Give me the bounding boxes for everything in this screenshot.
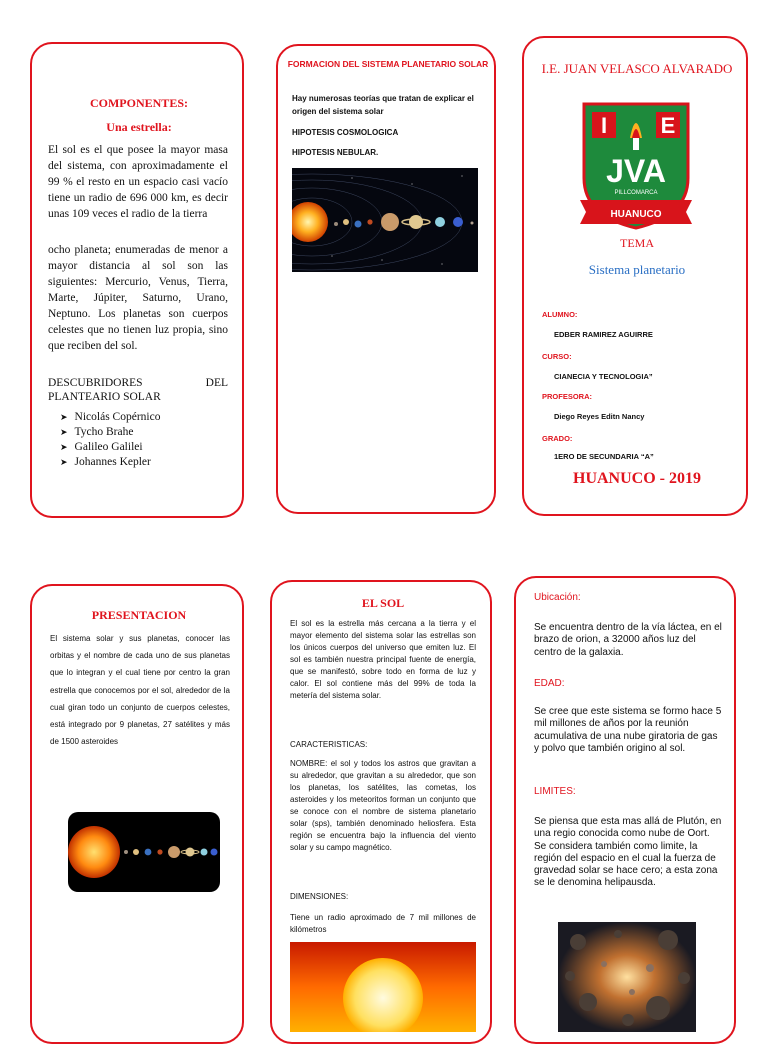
sol-intro-text: El sol es la estrella más cercana a la tierra y el mayor elemento del sistema solar las estrellas son los únicos cuerpos del universo que emiten luz. El sol es también nuestra principal fuente de energía, que se manifestó, sobre todo en forma de luz y calor. El sol contiene más del 99% de toda la metería del sistema solar. xyxy=(290,619,476,700)
hipotesis-cosmologica: HIPOTESIS COSMOLOGICA xyxy=(292,128,399,137)
topic-title: Sistema planetario xyxy=(588,262,686,277)
sol-nombre-text: NOMBRE: el sol y todos los astros que gravitan a su alrededor, que gravitan a su alrededor, que son los planetas, los satélites, las cometas, los asteroides y los meteoritos forman un conjunto que se conoce con el nombre de sistema planetario solar (sps), también denominado heliosfera. Esta región se encuentra bajo la influencia del viento solar y su campo magnético. xyxy=(290,759,476,852)
ubicacion-heading: Ubicación: xyxy=(534,592,581,603)
logo-jva: JVA xyxy=(606,153,666,189)
alumno-value: EDBER RAMIREZ AGUIRRE xyxy=(554,330,653,339)
componentes-panel xyxy=(30,42,244,518)
formacion-title: FORMACION DEL SISTEMA PLANETARIO SOLAR xyxy=(287,59,489,69)
discoverers-list xyxy=(60,410,160,470)
logo-huanuco: HUANUCO xyxy=(610,209,662,220)
list-item: ➤ Galileo Galilei xyxy=(60,440,160,455)
curso-value: CIANECIA Y TECNOLOGIA” xyxy=(554,372,653,381)
grado-value: 1ERO DE SECUNDARIA “A” xyxy=(554,452,654,461)
profesora-value: Diego Reyes Editn Nancy xyxy=(554,412,645,421)
sol-panel xyxy=(270,580,492,1044)
planets-lineup-image xyxy=(68,812,220,892)
school-name: I.E. JUAN VELASCO ALVARADO xyxy=(541,61,733,76)
dimensiones-heading: DIMENSIONES: xyxy=(290,892,349,901)
jva-logo xyxy=(580,98,692,230)
formacion-panel xyxy=(276,44,496,514)
city-year: HUANUCO - 2019 xyxy=(573,470,701,487)
curso-label: CURSO: xyxy=(542,352,572,361)
solar-system-image xyxy=(292,168,478,272)
edad-heading: EDAD: xyxy=(534,678,565,689)
presentacion-title: PRESENTACION xyxy=(91,608,187,622)
sol-title: EL SOL xyxy=(361,596,405,610)
componentes-text-planets: ocho planeta; enumeradas de menor a mayor distancia al sol son las siguientes: Mercurio, Venus, Tierra, Marte, Júpiter, Saturno, Urano, Neptuno. Los planetas son cuerpos celestes que no tienen luz propia, sino que reciben del sol. xyxy=(48,244,228,352)
list-item: ➤ Nicolás Copérnico xyxy=(60,410,160,425)
alumno-label: ALUMNO: xyxy=(542,310,578,319)
discoverers-title: DESCUBRIDORES DEL PLANTEARIO SOLAR xyxy=(48,377,228,403)
componentes-text-sun: El sol es el que posee la mayor masa del sistema, con aproximadamente el 99 % el resto en un espacio casi vacío tiene un radio de 696 000 km, es decir unas 109 veces el radio de la tierra xyxy=(48,144,228,220)
logo-letter-e: E xyxy=(660,113,676,138)
hipotesis-nebular: HIPOTESIS NEBULAR. xyxy=(292,148,379,157)
presentacion-panel xyxy=(30,584,244,1044)
edad-text: Se cree que este sistema se formo hace 5 mil millones de años por la reunión acumulativa de una nube giratoria de gas y polvo que también origino al sol. xyxy=(534,706,722,754)
limites-text: Se piensa que esta mas allá de Plutón, en una regio conocida como nube de Oort. Se considera también como limite, la región del espacio en el cual la fuerza de gravedad solar se hace cero; a esta zona se le denomina helipausda. xyxy=(534,816,722,889)
logo-pillcomarca: PILLCOMARCA xyxy=(614,190,658,196)
profesora-label: PROFESORA: xyxy=(542,392,593,401)
ubicacion-text: Se encuentra dentro de la vía láctea, en el brazo de orion, a 32000 años luz del centro de la galaxia. xyxy=(534,622,722,658)
info-panel xyxy=(514,576,736,1044)
tema-label: TEMA xyxy=(620,236,654,250)
componentes-subtitle: Una estrella: xyxy=(106,120,172,134)
asteroids-image xyxy=(558,922,696,1032)
grado-label: GRADO: xyxy=(542,434,573,443)
list-item: ➤ Johannes Kepler xyxy=(60,455,160,470)
cover-panel xyxy=(522,36,748,516)
sol-dimensiones-text: Tiene un radio aproximado de 7 mil millones de kilómetros xyxy=(290,913,476,934)
presentacion-text: El sistema solar y sus planetas, conocer las orbitas y el nombre de cada uno de sus planetas que lo integran y el cual tiene por centro la gran estrella que conocemos por el sol, alrededor de la cual giran todo un conjunto de cuerpos celestes, está integrado por 9 planetas, 27 satélites y más de 1500 asteroides xyxy=(50,634,230,747)
logo-letter-i: I xyxy=(600,113,608,138)
sun-image xyxy=(290,942,476,1032)
caracteristicas-heading: CARACTERISTICAS: xyxy=(290,740,368,749)
list-item: ➤ Tycho Brahe xyxy=(60,425,160,440)
limites-heading: LIMITES: xyxy=(534,786,576,797)
formacion-intro: Hay numerosas teorías que tratan de explicar el origen del sistema solar xyxy=(292,94,474,116)
componentes-title: COMPONENTES: xyxy=(89,96,188,110)
